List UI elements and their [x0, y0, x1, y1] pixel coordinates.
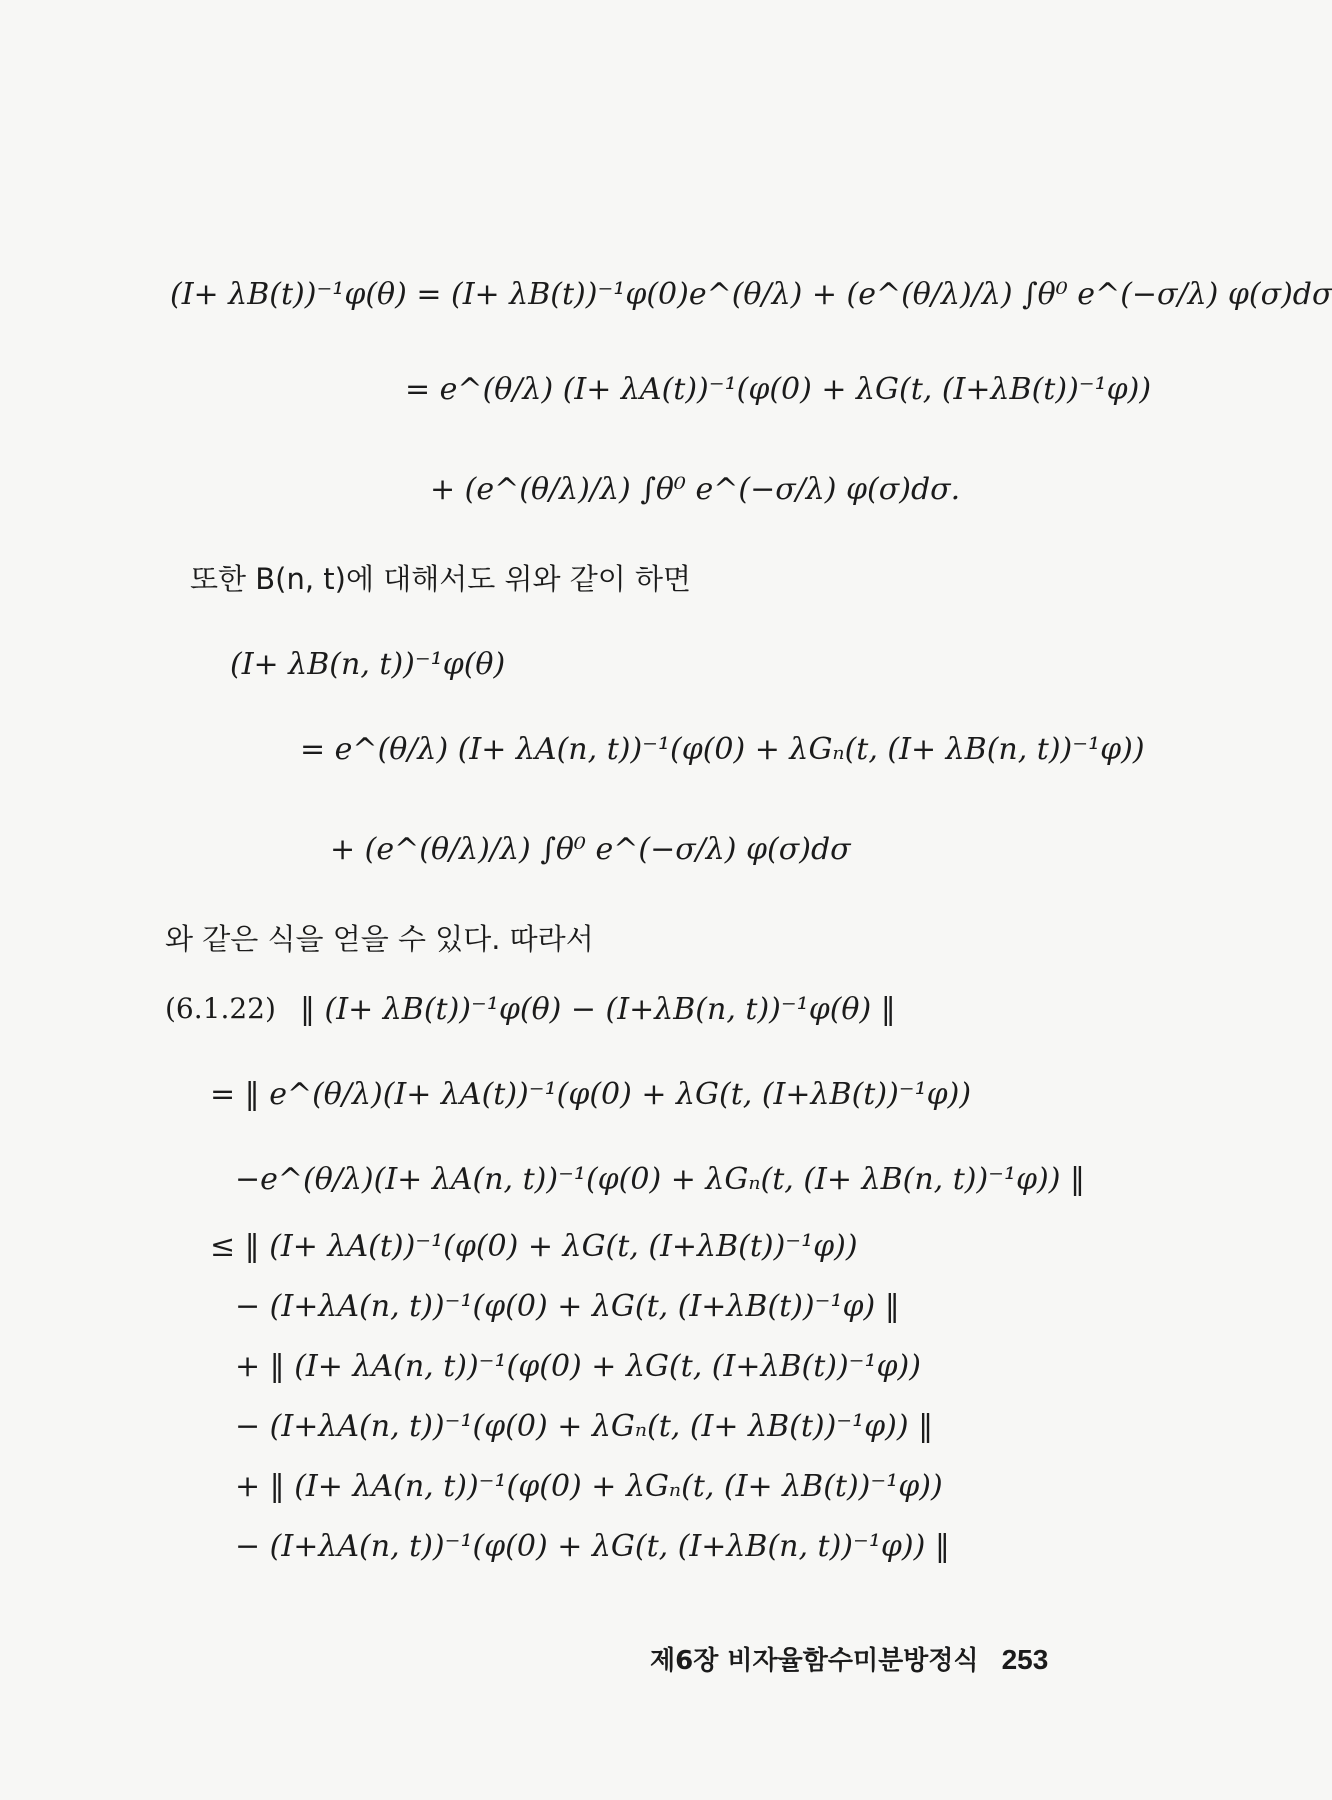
equation-line: ‖ (I+ λB(t))⁻¹φ(θ) − (I+λB(n, t))⁻¹φ(θ) ‖	[300, 992, 896, 1027]
equation-line: + ‖ (I+ λA(n, t))⁻¹(φ(0) + λGₙ(t, (I+ λB(t))⁻¹φ))	[235, 1469, 943, 1504]
equation-line: + (e^(θ/λ)/λ) ∫θ⁰ e^(−σ/λ) φ(σ)dσ	[330, 832, 851, 867]
equation-line: −e^(θ/λ)(I+ λA(n, t))⁻¹(φ(0) + λGₙ(t, (I+ λB(n, t))⁻¹φ)) ‖	[235, 1162, 1085, 1197]
equation-line: − (I+λA(n, t))⁻¹(φ(0) + λG(t, (I+λB(n, t))⁻¹φ)) ‖	[235, 1529, 950, 1564]
equation-line: (I+ λB(t))⁻¹φ(θ) = (I+ λB(t))⁻¹φ(0)e^(θ/λ) + (e^(θ/λ)/λ) ∫θ⁰ e^(−σ/λ) φ(σ)dσ	[170, 277, 1332, 312]
equation-number: (6.1.22)	[165, 992, 276, 1025]
equation-line: = e^(θ/λ) (I+ λA(t))⁻¹(φ(0) + λG(t, (I+λB(t))⁻¹φ))	[405, 372, 1152, 407]
equation-line: (I+ λB(n, t))⁻¹φ(θ)	[230, 647, 506, 682]
equation-line: ≤ ‖ (I+ λA(t))⁻¹(φ(0) + λG(t, (I+λB(t))⁻¹φ))	[210, 1229, 858, 1264]
equation-line: − (I+λA(n, t))⁻¹(φ(0) + λGₙ(t, (I+ λB(t))⁻¹φ)) ‖	[235, 1409, 934, 1444]
equation-line: = ‖ e^(θ/λ)(I+ λA(t))⁻¹(φ(0) + λG(t, (I+λB(t))⁻¹φ))	[210, 1077, 972, 1112]
equation-line: + (e^(θ/λ)/λ) ∫θ⁰ e^(−σ/λ) φ(σ)dσ.	[430, 472, 961, 507]
equation-line: − (I+λA(n, t))⁻¹(φ(0) + λG(t, (I+λB(t))⁻¹φ) ‖	[235, 1289, 900, 1324]
chapter-title: 제6장 비자율함수미분방정식	[650, 1646, 979, 1676]
page-number: 253	[1001, 1644, 1049, 1675]
equation-line: = e^(θ/λ) (I+ λA(n, t))⁻¹(φ(0) + λGₙ(t, (I+ λB(n, t))⁻¹φ))	[300, 732, 1145, 767]
page-footer	[650, 1640, 1048, 1677]
paragraph: 또한 B(n, t)에 대해서도 위와 같이 하면	[190, 562, 691, 596]
paragraph: 와 같은 식을 얻을 수 있다. 따라서	[165, 922, 594, 956]
equation-line: + ‖ (I+ λA(n, t))⁻¹(φ(0) + λG(t, (I+λB(t))⁻¹φ))	[235, 1349, 921, 1384]
